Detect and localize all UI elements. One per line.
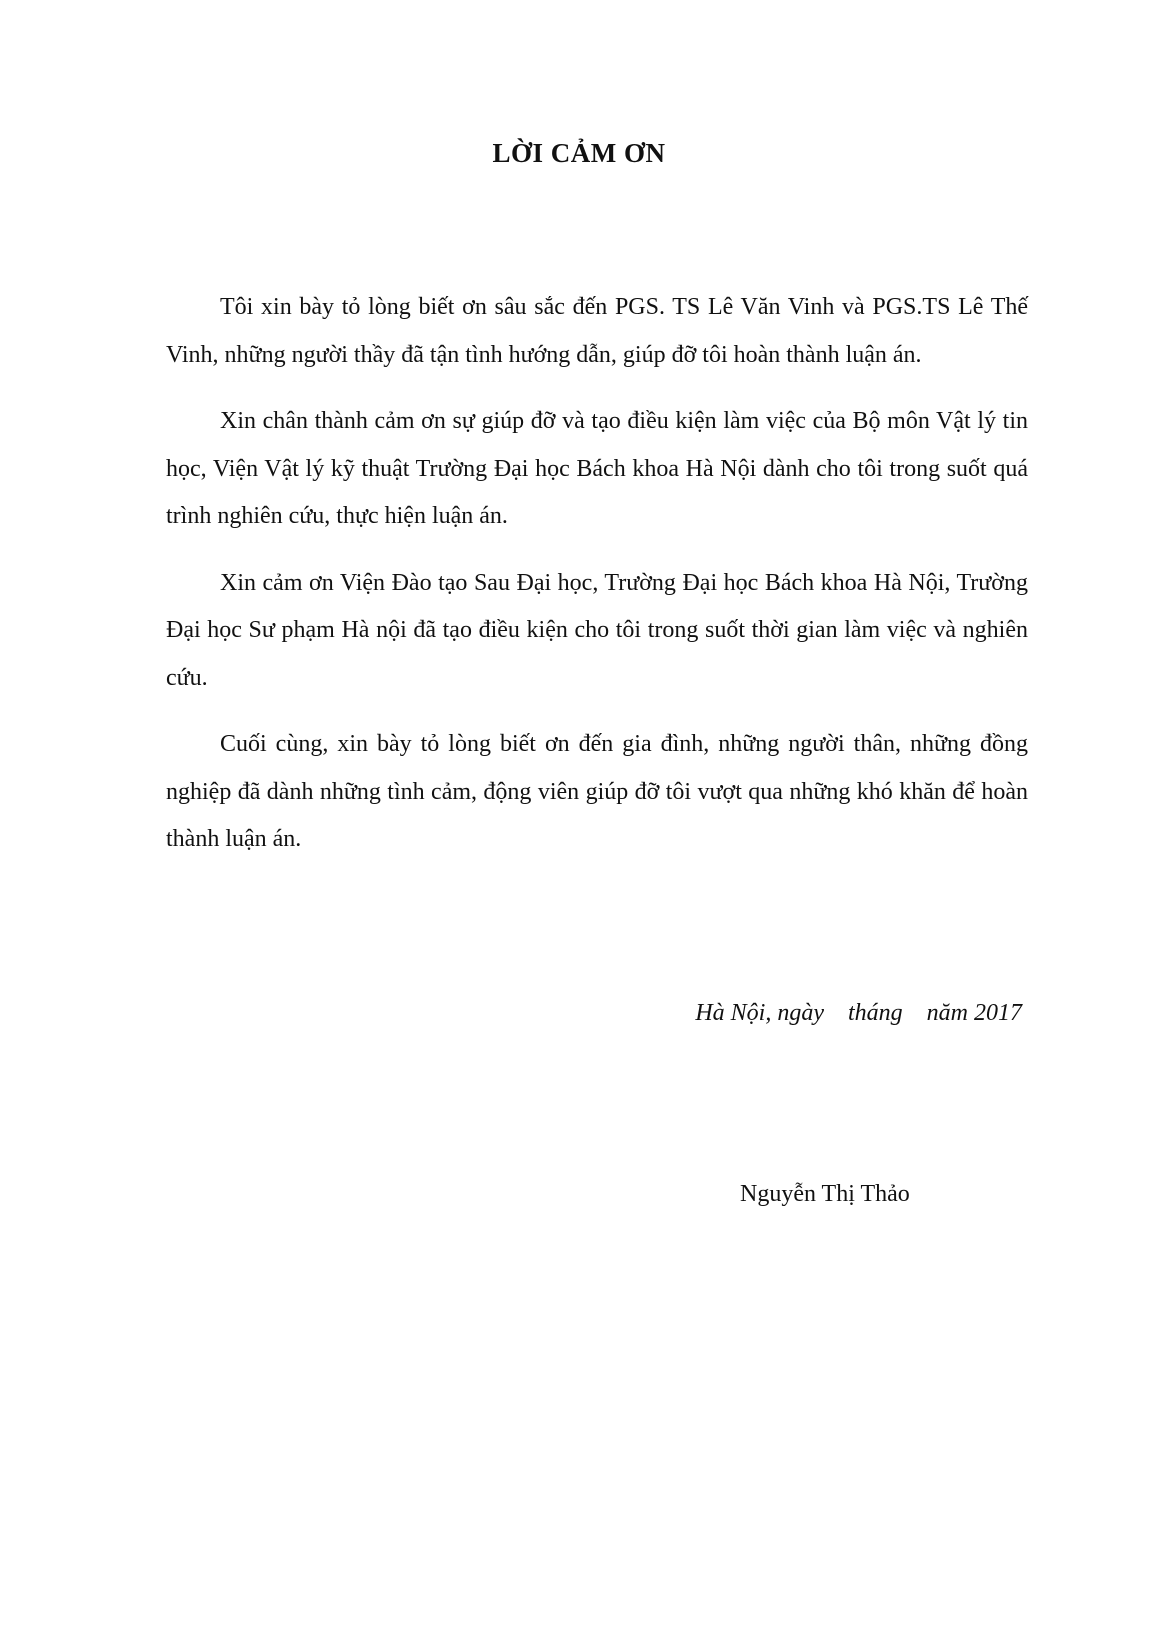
date-line: Hà Nội, ngày tháng năm 2017 xyxy=(695,1000,1022,1026)
paragraph-3: Xin cảm ơn Viện Đào tạo Sau Đại học, Trường Đại học Bách khoa Hà Nội, Trường Đại học Sư phạm Hà nội đã tạo điều kiện cho tôi trong suốt thời gian làm việc và nghiên cứu. xyxy=(166,569,1028,691)
paragraph-2: Xin chân thành cảm ơn sự giúp đỡ và tạo điều kiện làm việc của Bộ môn Vật lý tin học, Viện Vật lý kỹ thuật Trường Đại học Bách khoa Hà Nội dành cho tôi trong suốt quá trình nghiên cứu, thực hiện luận án. xyxy=(166,408,1028,529)
acknowledgement-body xyxy=(166,284,1028,883)
author-signature-name: Nguyễn Thị Thảo xyxy=(740,1181,910,1207)
page-title: LỜI CẢM ƠN xyxy=(492,138,666,168)
paragraph-1: Tôi xin bày tỏ lòng biết ơn sâu sắc đến PGS. TS Lê Văn Vinh và PGS.TS Lê Thế Vinh, những người thầy đã tận tình hướng dẫn, giúp đỡ tôi hoàn thành luận án. xyxy=(166,294,1028,368)
paragraph-4: Cuối cùng, xin bày tỏ lòng biết ơn đến gia đình, những người thân, những đồng nghiệp đã dành những tình cảm, động viên giúp đỡ tôi vượt qua những khó khăn để hoàn thành luận án. xyxy=(166,731,1028,852)
